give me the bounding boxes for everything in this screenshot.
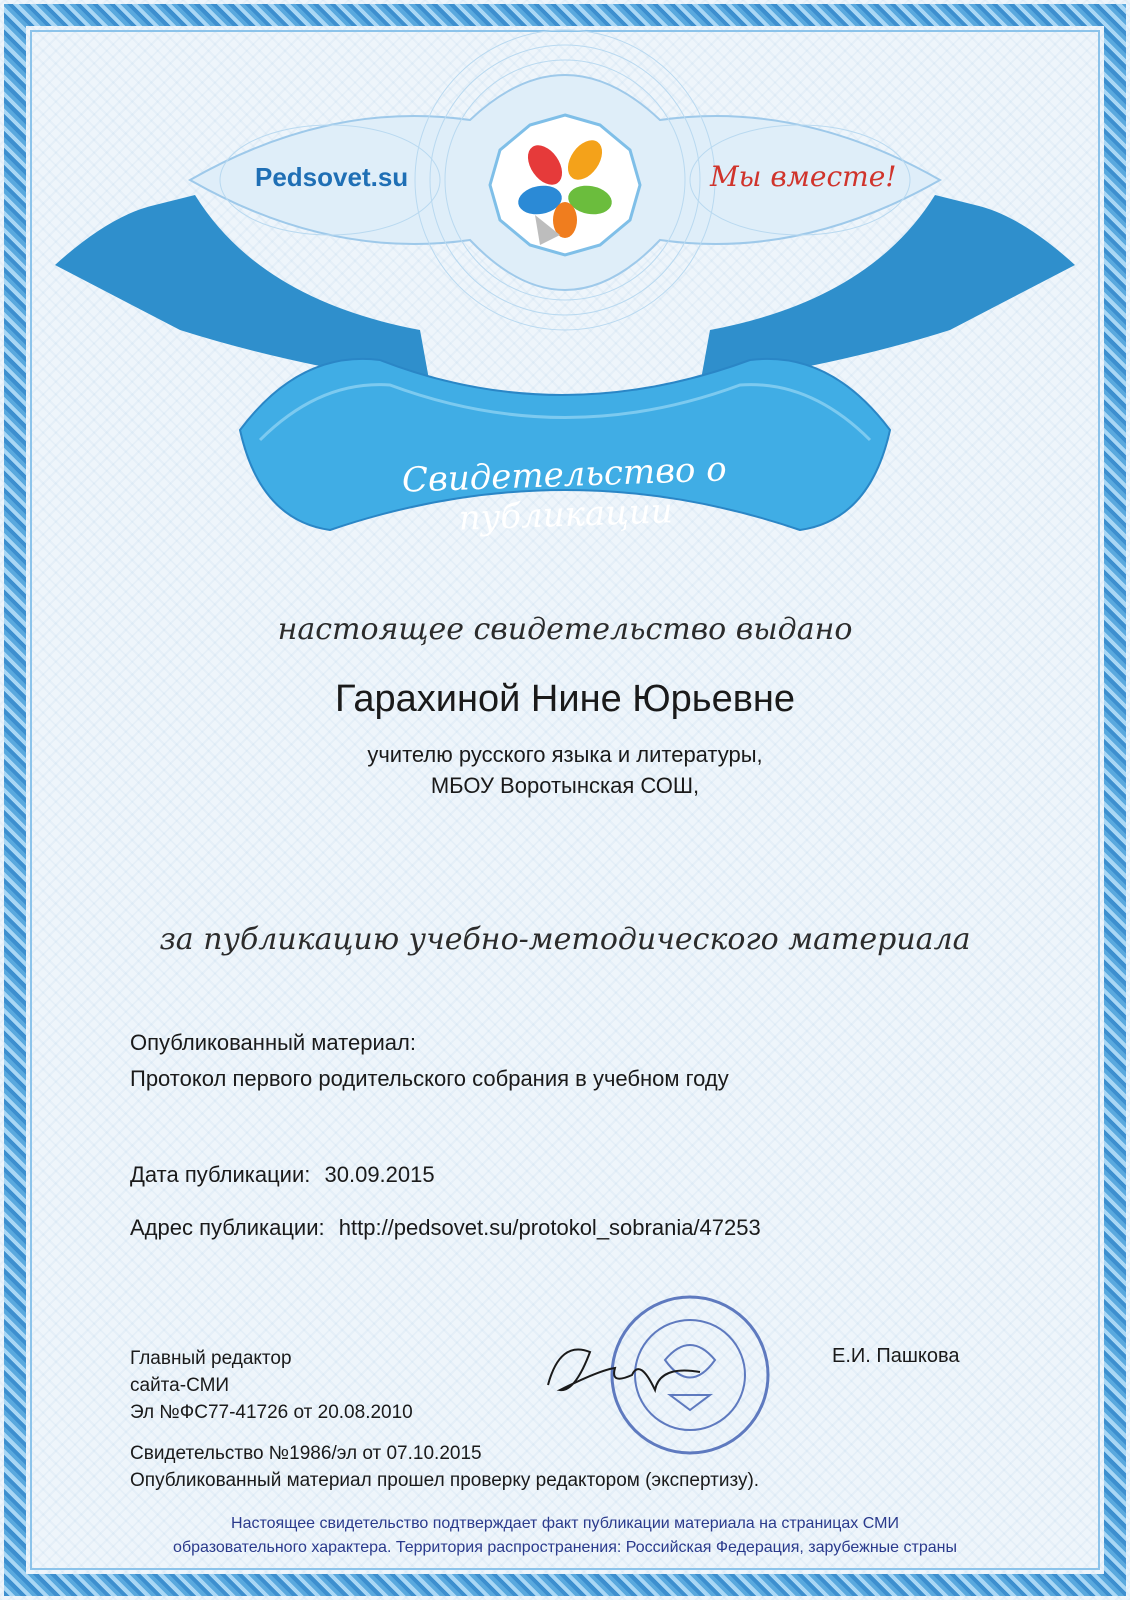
editor-site: сайта-СМИ [130,1375,230,1396]
editor-license: Эл №ФС77-41726 от 20.08.2010 [130,1402,413,1423]
editor-title: Главный редактор [130,1348,292,1369]
reason-line: за публикацию учебно-методического материала [159,922,971,957]
date-value: 30.09.2015 [324,1162,435,1187]
ribbon-title: Свидетельство о публикации [401,449,728,539]
address-label: Адрес публикации: [130,1215,325,1240]
certificate-number: Свидетельство №1986/эл от 07.10.2015 [130,1443,482,1464]
review-note: Опубликованный материал прошел проверку редактором (экспертизу). [130,1470,760,1491]
issued-to-line: настоящее свидетельство выдано [277,612,853,647]
address-link[interactable]: http://pedsovet.su/protokol_sobrania/47253 [338,1215,761,1240]
recipient-position: учителю русского языка и литературы, [367,742,763,767]
material-title: Протокол первого родительского собрания в учебном году [130,1066,729,1091]
slogan: Мы вместе! [710,160,897,193]
material-label: Опубликованный материал: [130,1030,416,1055]
date-label: Дата публикации: [130,1162,311,1187]
legal-note-line2: образовательного характера. Территория распространения: Российская Федерация, зарубежные страны [173,1539,957,1556]
editor-name: Е.И. Пашкова [832,1345,960,1367]
recipient-school: МБОУ Воротынская СОШ, [430,773,700,798]
brand-logo-text: Pedsovet.su [255,162,409,192]
recipient-name: Гарахиной Нине Юрьевне [334,678,796,720]
legal-note-line1: Настоящее свидетельство подтверждает факт публикации материала на страницах СМИ [231,1515,899,1532]
